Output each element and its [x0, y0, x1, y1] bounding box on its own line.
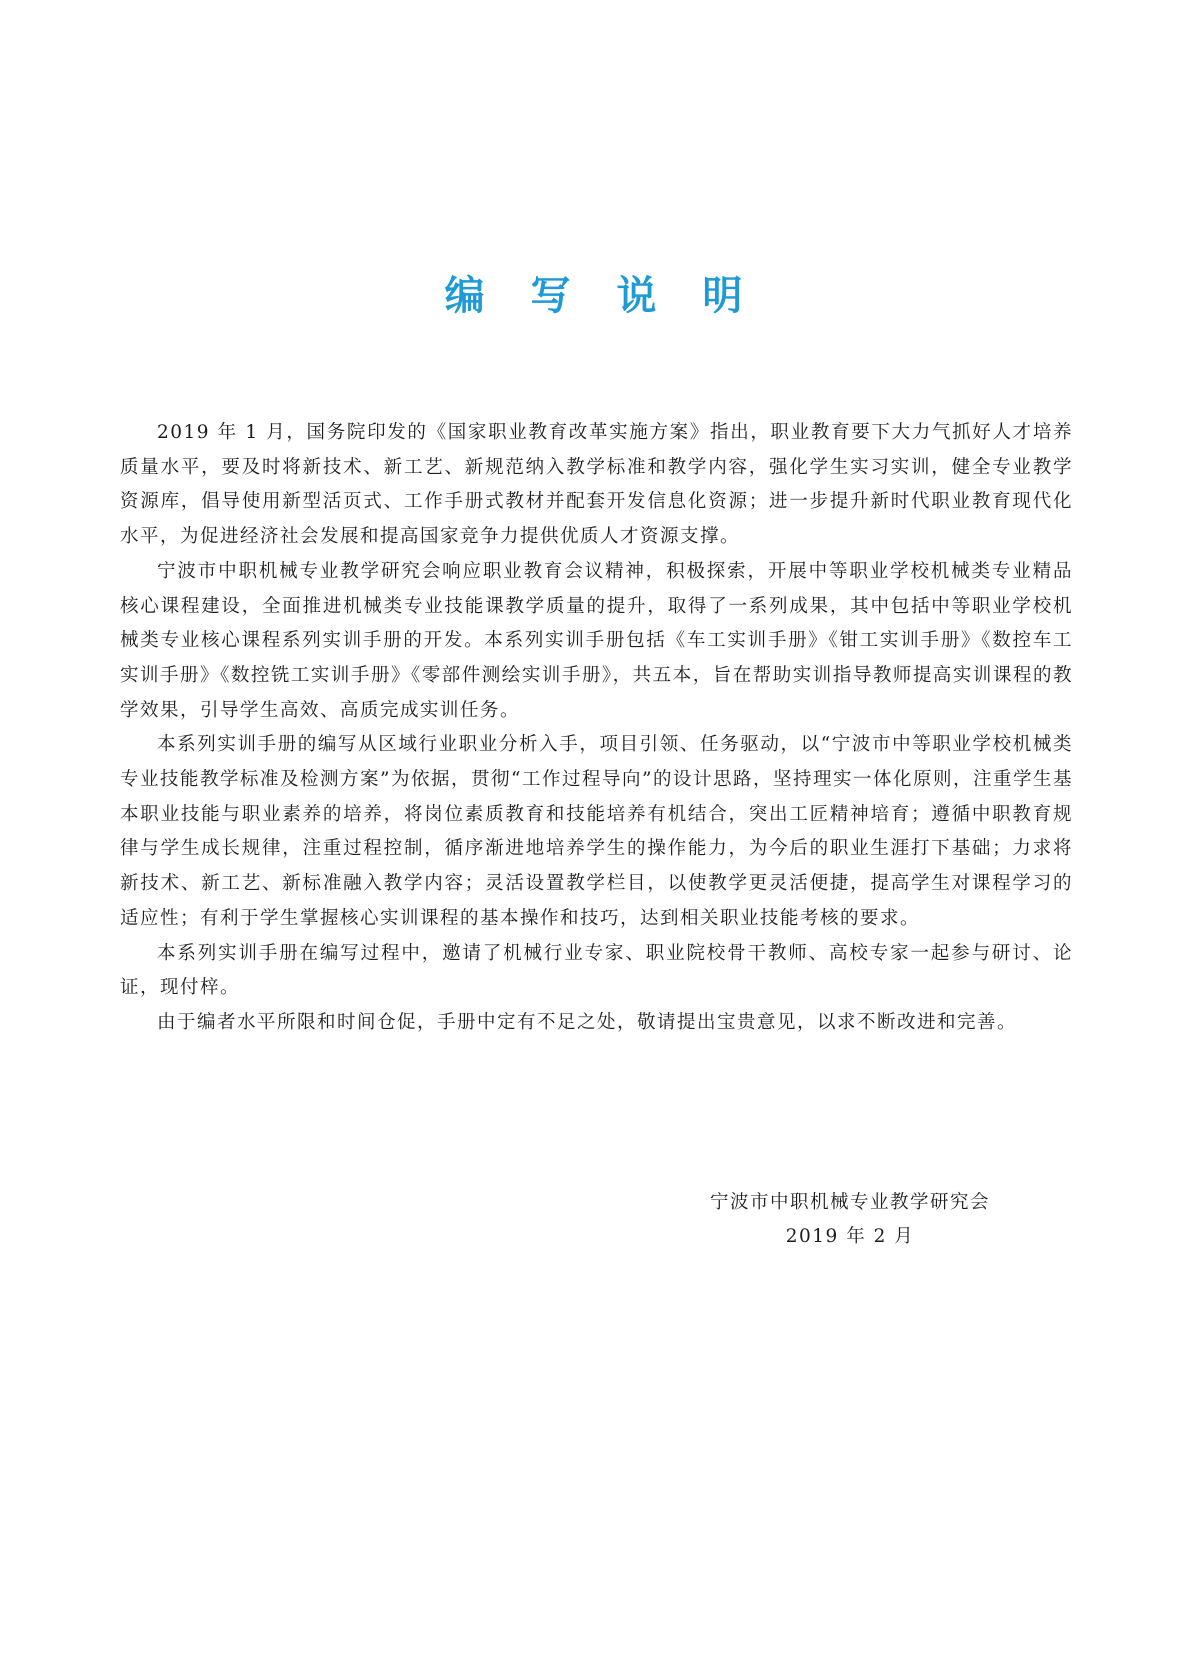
signature-organization: 宁波市中职机械专业教学研究会 — [709, 1192, 990, 1213]
paragraph-1: 2019 年 1 月，国务院印发的《国家职业教育改革实施方案》指出，职业教育要下大力气抓好人才培养质量水平，要及时将新技术、新工艺、新规范纳入教学标准和教学内容，强化学生实习实训，健全专业教学资源库，倡导使用新型活页式、工作手册式教材并配套开发信息化资源；进一步提升新时代职业教育现代化水平，为促进经济社会发展和提高国家竞争力提供优质人才资源支撑。 — [120, 422, 1073, 548]
page-title: 编 写 说 明 — [444, 273, 759, 319]
body-text — [120, 416, 1073, 1041]
paragraph-5: 由于编者水平所限和时间仓促，手册中定有不足之处，敬请提出宝贵意见，以求不断改进和完善。 — [157, 1011, 1018, 1033]
signature-date: 2019 年 2 月 — [785, 1226, 915, 1247]
paragraph-2: 宁波市中职机械专业教学研究会响应职业教育会议精神，积极探索，开展中等职业学校机械类专业精品核心课程建设，全面推进机械类专业技能课教学质量的提升，取得了一系列成果，其中包括中等职业学校机械类专业核心课程系列实训手册的开发。本系列实训手册包括《车工实训手册》《钳工实训手册》《数控车工实训手册》《数控铣工实训手册》《零部件测绘实训手册》，共五本，旨在帮助实训指导教师提高实训课程的教学效果，引导学生高效、高质完成实训任务。 — [120, 560, 1073, 721]
paragraph-4: 本系列实训手册在编写过程中，邀请了机械行业专家、职业院校骨干教师、高校专家一起参与研讨、论证，现付梓。 — [120, 942, 1073, 999]
signature-block — [640, 1186, 1060, 1254]
paragraph-3: 本系列实训手册的编写从区域行业职业分析入手，项目引领、任务驱动，以“宁波市中等职业学校机械类专业技能教学标准及检测方案”为依据，贯彻“工作过程导向”的设计思路，坚持理实一体化原则，注重学生基本职业技能与职业素养的培养，将岗位素质教育和技能培养有机结合，突出工匠精神培育；遵循中职教育规律与学生成长规律，注重过程控制，循序渐进地培养学生的操作能力，为今后的职业生涯打下基础；力求将新技术、新工艺、新标准融入教学内容；灵活设置教学栏目，以使教学更灵活便捷，提高学生对课程学习的适应性；有利于学生掌握核心实训课程的基本操作和技巧，达到相关职业技能考核的要求。 — [120, 734, 1073, 929]
